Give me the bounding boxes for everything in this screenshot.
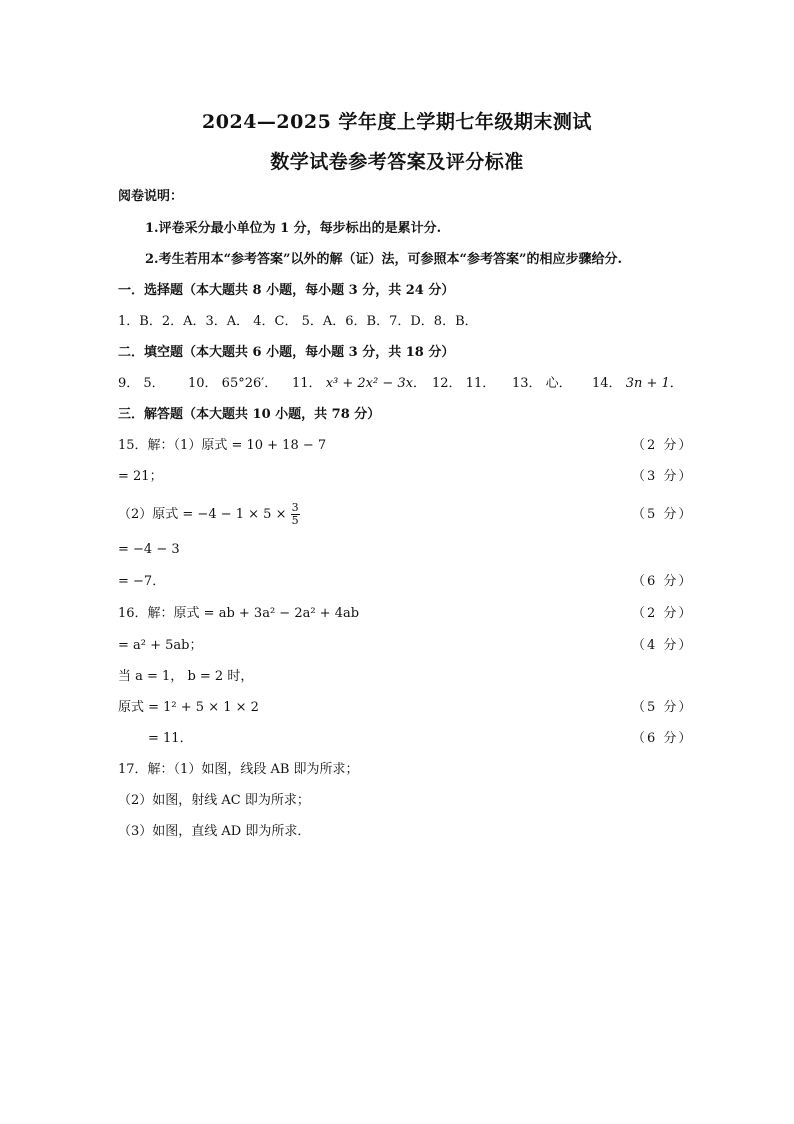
q14-label: 14．	[592, 376, 622, 391]
fraction-3-5	[291, 502, 300, 527]
q15-score1: （2 分）	[632, 438, 694, 453]
q15-score3: （5 分）	[632, 507, 694, 522]
fraction-numerator: 3	[291, 501, 299, 514]
q15-step1: 15．解：（1）原式 = 10 + 18 − 7	[118, 438, 327, 453]
q17-part1: 17．解：（1）如图，线段 AB 即为所求；	[118, 762, 359, 777]
q16-step2: = a² + 5ab；	[118, 638, 203, 653]
q15-step5: = −7．	[118, 574, 166, 589]
page-title: 2024—2025 学年度上学期七年级期末测试	[202, 111, 592, 133]
q16-score4: （5 分）	[632, 700, 694, 715]
q11-label: 11．	[292, 376, 322, 391]
notes-heading: 阅卷说明：	[118, 189, 184, 204]
q15-score2: （3 分）	[632, 469, 694, 484]
q16-step4: 原式 = 1² + 5 × 1 × 2	[118, 700, 259, 715]
fraction-denominator: 5	[291, 514, 299, 527]
q16-score5: （6 分）	[632, 731, 694, 746]
q10-answer: 10． 65°26′．	[188, 376, 278, 391]
q16-condition: 当 a = 1， b = 2 时，	[118, 669, 254, 684]
q14-answer: 14． 3n + 1．	[592, 376, 683, 391]
section2-heading: 二．填空题（本大题共 6 小题，每小题 3 分，共 18 分）	[118, 345, 455, 360]
q15-step3-text: （2）原式 = −4 − 1 × 5 ×	[118, 507, 287, 522]
q17-part2: （2）如图，射线 AC 即为所求；	[118, 793, 310, 808]
q9-answer: 9． 5．	[118, 376, 165, 391]
q15-step2: = 21；	[118, 469, 163, 484]
q17-part3: （3）如图，直线 AD 即为所求．	[118, 824, 311, 839]
q11-expression: x³ + 2x² − 3x	[325, 376, 413, 391]
q16-score1: （2 分）	[632, 606, 694, 621]
q13-answer: 13． 心．	[512, 376, 572, 391]
q15-step4: = −4 − 3	[118, 542, 180, 557]
page-subtitle: 数学试卷参考答案及评分标准	[270, 151, 524, 173]
note-1: 1.评卷采分最小单位为 1 分，每步标出的是累计分.	[145, 221, 442, 236]
q12-answer: 12． 11．	[432, 376, 496, 391]
q16-score2: （4 分）	[632, 638, 694, 653]
q11-answer: 11． x³ + 2x² − 3x．	[292, 376, 426, 391]
q14-expression: 3n + 1	[625, 376, 670, 391]
section1-answers: 1．B．2．A．3．A． 4．C． 5．A．6．B．7．D．8．B．	[118, 314, 478, 329]
q16-step1: 16．解：原式 = ab + 3a² − 2a² + 4ab	[118, 606, 360, 621]
section1-heading: 一．选择题（本大题共 8 小题，每小题 3 分，共 24 分）	[118, 283, 455, 298]
q15-step3	[118, 500, 300, 530]
section3-heading: 三．解答题（本大题共 10 小题，共 78 分）	[118, 407, 381, 422]
q15-score5: （6 分）	[632, 574, 694, 589]
q16-step5: = 11．	[148, 731, 193, 746]
note-2: 2.考生若用本“参考答案”以外的解（证）法，可参照本“参考答案”的相应步骤给分.	[145, 252, 623, 267]
